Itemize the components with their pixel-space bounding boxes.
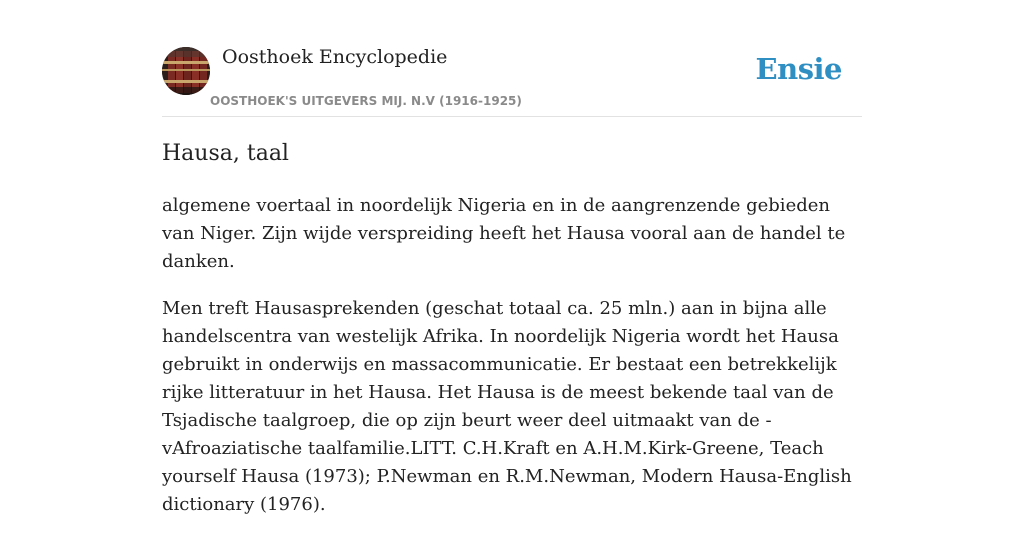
- site-title[interactable]: Oosthoek Encyclopedie: [222, 46, 448, 68]
- article-title: Hausa, taal: [162, 141, 289, 166]
- article-paragraph: algemene voertaal in noordelijk Nigeria en in de aangrenzende gebieden van Niger. Zijn wijde verspreiding heeft het Hausa vooral aan de handel te danken.: [162, 195, 846, 272]
- site-subtitle: OOSTHOEK'S UITGEVERS MIJ. N.V (1916-1925): [210, 94, 522, 108]
- article-body: [162, 192, 862, 538]
- brand-logo[interactable]: Ensie: [755, 52, 842, 86]
- encyclopedia-books-icon: [162, 47, 210, 95]
- article-paragraph: Men treft Hausasprekenden (geschat totaal ca. 25 mln.) aan in bijna alle handelscentra van westelijk Afrika. In noordelijk Nigeria wordt het Hausa gebruikt in onderwijs en massacommunicatie. Er bestaat een betrekkelijk rijke litteratuur in het Hausa. Het Hausa is de meest bekende taal van de Tsjadische taalgroep, die op zijn beurt weer deel uitmaakt van de -vAfroaziatische taalfamilie.LITT. C.H.Kraft en A.H.M.Kirk-Greene, Teach yourself Hausa (1973); P.Newman en R.M.Newman, Modern Hausa-English dictionary (1976).: [162, 298, 852, 515]
- card-header: [162, 0, 862, 117]
- share-card: [162, 0, 862, 515]
